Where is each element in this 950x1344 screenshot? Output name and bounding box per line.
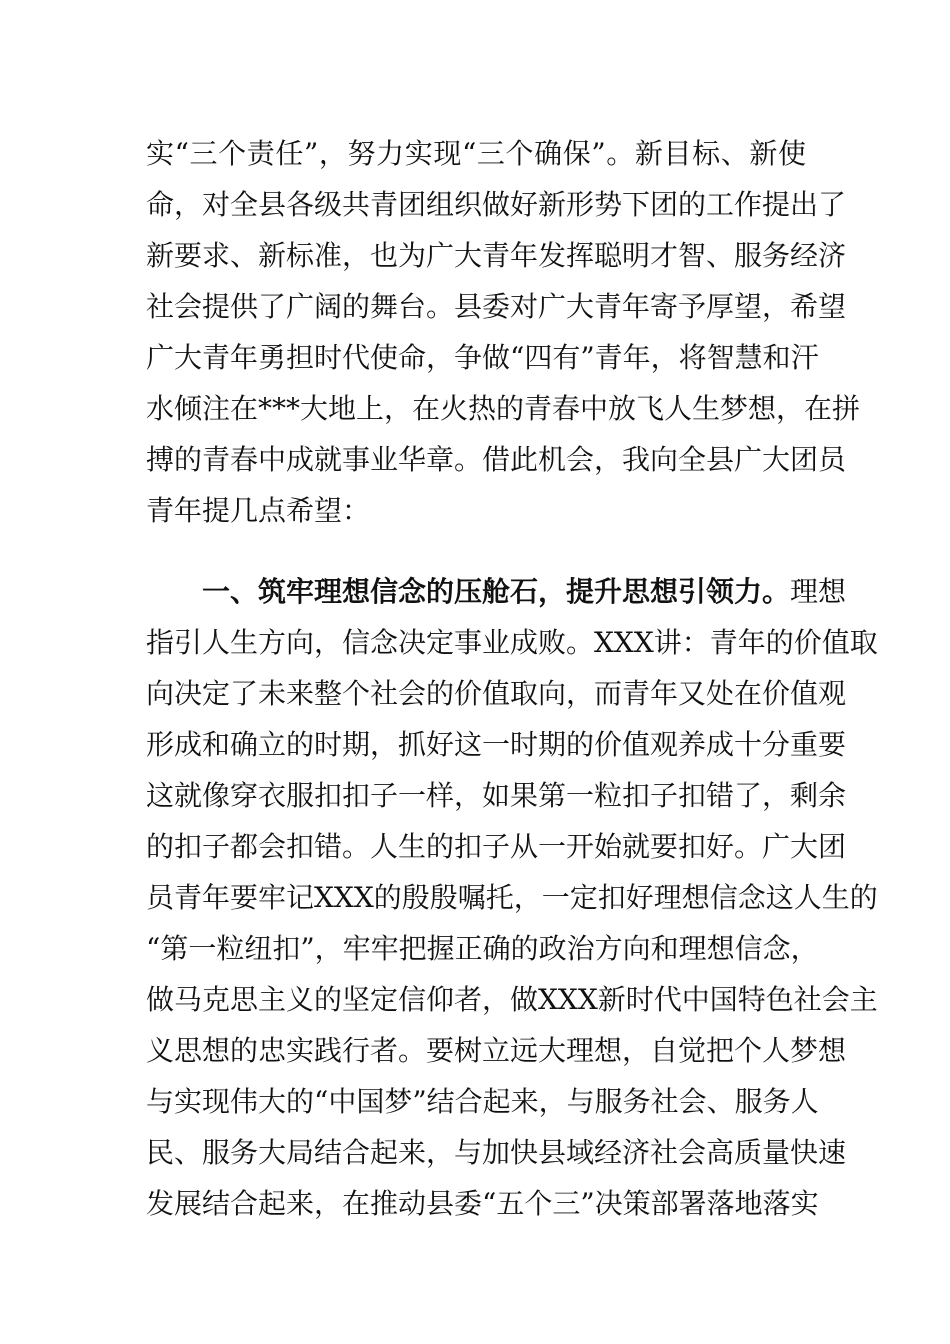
text-line: 社会提供了广阔的舞台。县委对广大青年寄予厚望，希望: [146, 290, 847, 323]
text-line: 义思想的忠实践行者。要树立远大理想，自觉把个人梦想: [146, 1034, 847, 1067]
text-line: 员青年要牢记XXX的殷殷嘱托，一定扣好理想信念这人生的: [146, 881, 878, 914]
text-line: 实“三个责任”，努力实现“三个确保”。新目标、新使: [146, 137, 806, 170]
section-heading: 一、筑牢理想信念的压舱石，提升思想引领力。: [202, 575, 791, 608]
section-heading-line: [146, 566, 847, 617]
text-line: 青年提几点希望：: [146, 494, 371, 527]
text-line: 水倾注在***大地上，在火热的青春中放飞人生梦想，在拼: [146, 392, 861, 425]
text-line: 搏的青春中成就事业华章。借此机会，我向全县广大团员: [146, 443, 847, 476]
paragraph-2: [146, 566, 878, 1229]
document-body: [146, 128, 878, 1229]
text-line: “第一粒纽扣”，牢牢把握正确的政治方向和理想信念，: [146, 932, 819, 965]
text-line: 新要求、新标准，也为广大青年发挥聪明才智、服务经济: [146, 239, 847, 272]
text-line: 做马克思主义的坚定信仰者，做XXX新时代中国特色社会主: [146, 983, 878, 1016]
text-line: 民、服务大局结合起来，与加快县域经济社会高质量快速: [146, 1136, 847, 1169]
text-line: 指引人生方向，信念决定事业成败。XXX讲：青年的价值取: [146, 626, 878, 659]
text-line: 形成和确立的时期，抓好这一时期的价值观养成十分重要: [146, 728, 847, 761]
text-line: 发展结合起来，在推动县委“五个三”决策部署落地落实: [146, 1187, 819, 1220]
heading-line-rest: 理想: [790, 575, 847, 608]
text-line: 向决定了未来整个社会的价值取向，而青年又处在价值观: [146, 677, 847, 710]
paragraph-1: [146, 128, 861, 536]
text-line: 这就像穿衣服扣扣子一样，如果第一粒扣子扣错了，剩余: [146, 779, 847, 812]
paragraph-gap: [146, 536, 806, 566]
text-line: 命，对全县各级共青团组织做好新形势下团的工作提出了: [146, 188, 847, 221]
text-line: 广大青年勇担时代使命，争做“四有”青年，将智慧和汗: [146, 341, 819, 374]
text-line: 与实现伟大的“中国梦”结合起来，与服务社会、服务人: [146, 1085, 819, 1118]
text-line: 的扣子都会扣错。人生的扣子从一开始就要扣好。广大团: [146, 830, 847, 863]
